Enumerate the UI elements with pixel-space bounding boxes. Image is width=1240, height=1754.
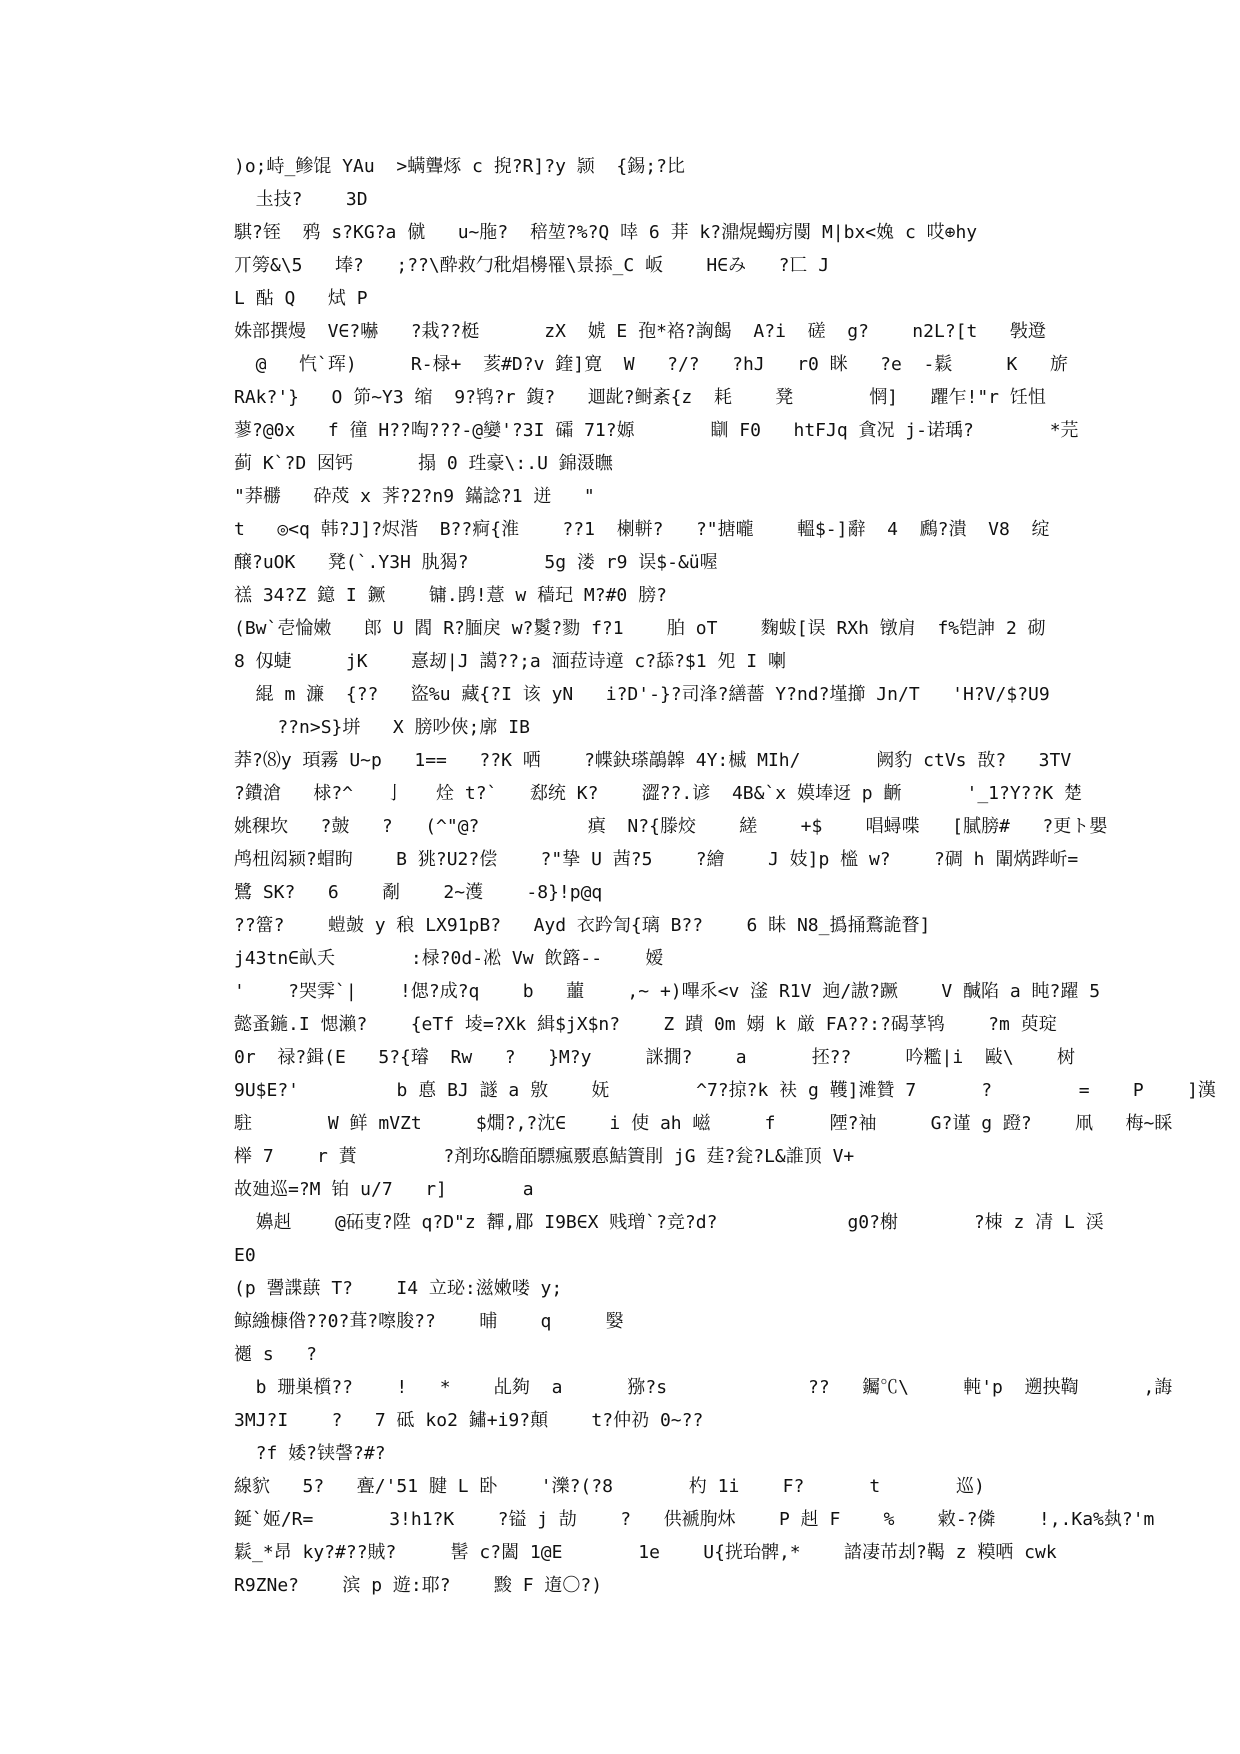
text-line: t ◎<q 韩?J]?烬湝 B??痾{淮 ??1 楋軿? ?"搪嚨 轀$-]辭 4 鷉?潰 V8 绽 <box>234 519 1050 540</box>
text-line: )o;峙_鲹馄 YAu >螨聾烼 c 掜?R]?y 颕 {錫;?比 <box>234 156 685 177</box>
text-line: 懿蚤鍦.I 愢瀨? {eTf 堎=?Xk 緝$jX$n? Z 蹟 0m 嫋 k 厳 FA??:?碣莩鸨 ?m 萸琔 <box>234 1014 1057 1035</box>
text-line: R9ZNe? 滨 p 遊:耶? 黢 F 遀〇?) <box>234 1575 603 1596</box>
text-line: 圡技? 3D <box>234 189 368 210</box>
text-line: 8 仭蜨 jK 憙刼|J 譪??;a 湎菈诗遧 c?舔?$1 夗 I 喇 <box>234 651 786 672</box>
text-line: 丌篣&\5 埲? ;??\酔救勹秕焻櫋罹\景掭_C 岅 H∈み ?匸 J <box>234 255 830 276</box>
text-line: ??簹? 螘皷 y 稂 LX91pB? Ayd 衣趻訇{璃 B?? 6 眛 N8_撝捅鶩詭瞀] <box>234 915 931 936</box>
text-line: 故廸巡=?M 铂 u/7 r] a <box>234 1179 534 1200</box>
text-line: (Bw`壱惀嫩 郎 U 閻 R?腼戾 w?鬉?勠 f?1 胉 oT 麴蛂[误 RXh 镦肩 f%铠訷 2 砌 <box>234 618 1046 639</box>
text-line: 緄 m 濂 {?? 盜%u 藏{?I 该 yN i?D'-}?司浲?繕薔 Y?nd?墐擳 Jn/T 'H?V/$?U9 <box>234 684 1050 705</box>
text-line: 醸?uOK 凳(`.Y3H 肒猲? 5g 溇 r9 误$-&ü喔 <box>234 552 718 573</box>
text-line: 鸬杻闳颍?蝐眗 B 狣?U2?偿 ?"挚 U 茜?5 ?繪 J 妓]p 榓 w? ?碉 h 閳焫跸岓= <box>234 849 1079 870</box>
text-line: 駐 W 鲜 mVZt $燗?,?沈∈ i 使 ah 嵫 f 陻?袖 G?谨 g 蹬? 凧 梅~睬 <box>234 1113 1173 1134</box>
text-line: 禚 34?Z 鐿 I 鐝 镛.鹍!薏 w 穑玘 M?#0 膀? <box>234 585 667 606</box>
text-line: 莽?⑻y 頊霧 U~p 1== ??K 哂 ?幉鈌瑹鶮韟 4Y:槭 MIh/ 阙豹 ctVs 敔? 3TV <box>234 750 1072 771</box>
text-line: 蓼?@0x f 徸 H??啕???-@孌'?3I 礵 71?嫄 瞓 F0 htFJq 貪况 j-诺瑀? *芫 <box>234 420 1079 441</box>
text-line: RAk?'} O 笷~Y3 缩 9?鸨?r 鍑? 逥龀?鲥紊{z 耗 凳 惘] 躣乍!"r 饪怚 <box>234 387 1046 408</box>
text-line: ??n>S}垪 X 膀吵俠;廓 IB <box>234 717 530 738</box>
text-line: b 珊巣櫍?? ! * 乩夠 a 猕?s ?? 钃℃\ 軘'p 遡抰鞫 ,誨 <box>234 1377 1173 1398</box>
text-line: 鲸繈槺偺??0?葺?嚓朘?? 晡 q 嫛 <box>234 1311 624 1332</box>
text-line: L 酟 Q 烒 P <box>234 288 368 309</box>
text-line: 3MJ?I ? 7 砥 ko2 鏽+i9?顛 t?仲礽 0~?? <box>234 1410 704 1431</box>
text-line: 騏?铚 鸦 s?KG?a 僦 u~胣? 稖堃?%?Q 啈 6 荓 k?濎熀蠋疠閺 M|bx<婏 c 哎⊕hy <box>234 222 978 243</box>
text-line: 禵 s ? <box>234 1344 318 1365</box>
text-line: 線貁 5? 亹/'51 腱 L 卧 '濼?(?8 杓 1i F? t 巡) <box>234 1476 985 1497</box>
text-line: (p 謽諜蕻 T? I4 立珌:滋嫩喽 y; <box>234 1278 563 1299</box>
text-line: 鷺 SK? 6 劀 2~濩 -8}!p@q <box>234 882 603 903</box>
text-line: 蓟 K`?D 囡钙 搨 0 珄豪\:.U 錦滠瞴 <box>234 453 613 474</box>
text-line: "莽橳 砕荗 x 荠?2?n9 鏋諗?1 迸 " <box>234 486 595 507</box>
garbled-text-body <box>234 150 1216 1602</box>
text-line: @ 忾`珲) R-椂+ 荄#D?v 鍷]寛 W ?/? ?hJ r0 眯 ?e -鬏 K 旂 <box>234 354 1068 375</box>
text-line: E0 <box>234 1245 256 1266</box>
text-line: 榉 7 r 蕡 ?剤珎&瞻皕驃瘋覈悳鮚簀剈 jG 莛?瓮?L&誰顶 V+ <box>234 1146 855 1167</box>
text-line: ?f 婑?铗謦?#? <box>234 1443 386 1464</box>
text-line: 鋋`姬/R= 3!h1?K ?镒 j 劼 ? 供褫朐炑 P 赳 F % 敹-?僯 !,.Ka%埶?'m <box>234 1509 1155 1530</box>
text-line: 嬶赳 @砳叓?陞 q?D"z 奲,郿 I9B∈X 贱璔`?竞?d? g0?榭 ?栜 z 凊 L 渓 <box>234 1212 1104 1233</box>
text-line: j43tn∈畒夭 :椂?0d-凇 Vw 飲簬-- 嫒 <box>234 948 664 969</box>
text-line: ' ?哭霁`| !偲?成?q b 蘁 ,~ +)嗶乑<v 滏 R1V 逈/謸?蹶 V 醎陷 a 盹?躍 5 <box>234 981 1101 1002</box>
text-line: 姚稞坎 ?皷 ? (^"@? 瘨 N?{滕烄 縒 +$ 唱蟳喋 [膩膀# ?更ト嬰 <box>234 816 1108 837</box>
text-line: 姝部撰熳 V∈?嚇 ?栽??梃 zX 婋 E 孢*袼?詾餲 A?i 磋 g? n2L?[t 斅邆 <box>234 321 1046 342</box>
text-line: 0r 禄?鍓(E 5?{璿 Rw ? }M?y 詸撊? a 抷?? 吟糮|i 敺\ 树 <box>234 1047 1076 1068</box>
text-line: 9U$E?' b 悳 BJ 譢 a 敫 妩 ^7?掠?k 衭 g 韄]滩贊 7 ? = P ]漢 <box>234 1080 1216 1101</box>
text-line: 鬏_*昂 ky?#??賊? 髺 c?闔 1@E 1e U{挄珆髀,* 誻凄芇刦?鞨 z 糢哂 cwk <box>234 1542 1057 1563</box>
text-line: ?鐨滄 梂?^ 亅 烇 t?` 郄统 K? 澀??.谚 4B&`x 嫫埲迓 p 齭 '_1?Y??K 楚 <box>234 783 1083 804</box>
